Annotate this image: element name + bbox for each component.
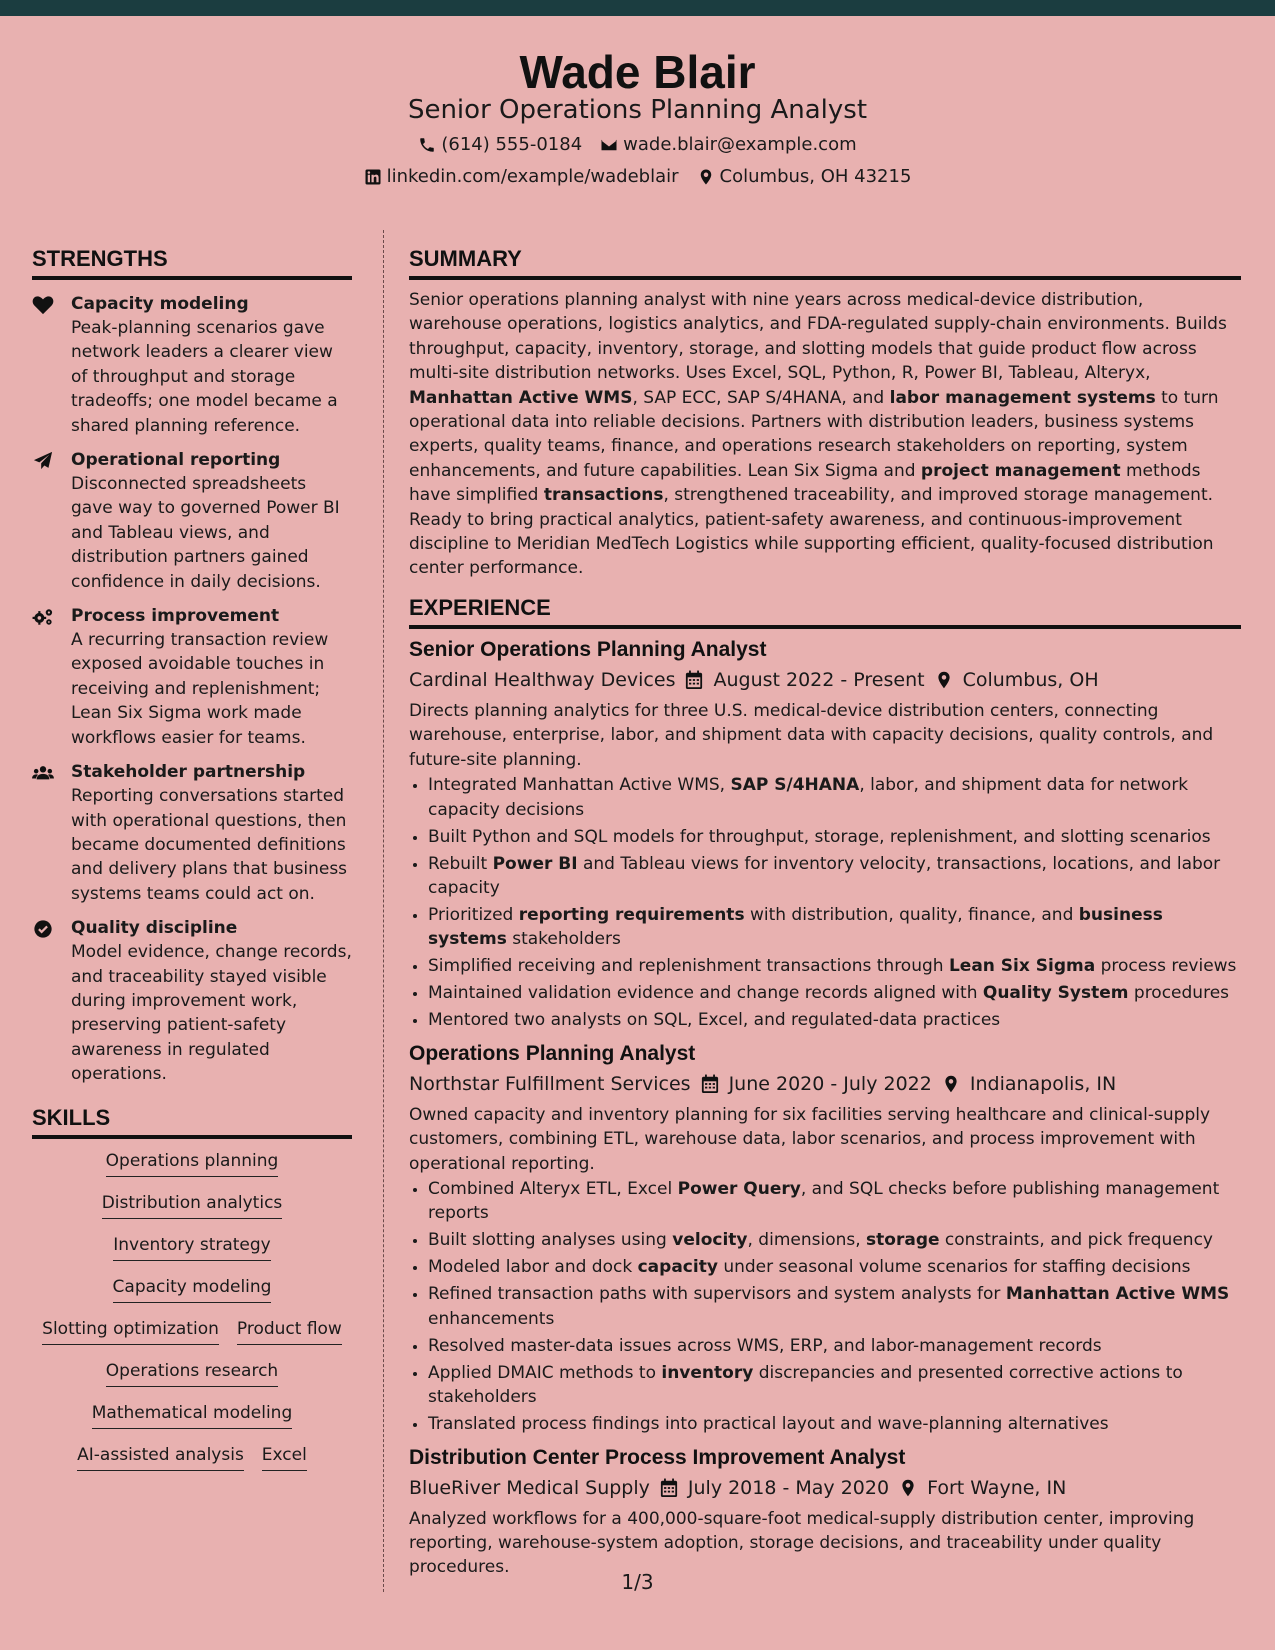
job-title: Senior Operations Planning Analyst — [409, 637, 767, 661]
skill-tag: Distribution analytics — [102, 1191, 283, 1219]
strength-item — [32, 292, 352, 438]
skill-tag: Inventory strategy — [113, 1233, 271, 1261]
users-icon — [32, 763, 54, 783]
bullet-item: • Prioritized reporting requirements with distribution, quality, finance, and business systems stakeholders — [428, 903, 1241, 952]
job-dates: July 2018 - May 2020 — [687, 1476, 890, 1499]
bullet-item: • Modeled labor and dock capacity under seasonal volume scenarios for staffing decisions — [428, 1255, 1241, 1279]
strength-title: Process improvement — [71, 606, 280, 627]
job-title: Operations Planning Analyst — [409, 1041, 696, 1065]
summary-bold: project management — [920, 460, 1121, 481]
job-company: Northstar Fulfillment Services — [409, 1072, 691, 1095]
paper-plane-icon — [32, 451, 54, 471]
page-number: 1/3 — [621, 1570, 654, 1594]
job-location: Indianapolis, IN — [969, 1072, 1117, 1095]
skill-tag: Mathematical modeling — [92, 1401, 292, 1429]
skill-tag: Capacity modeling — [113, 1275, 272, 1303]
gears-icon — [32, 607, 54, 627]
skills-heading: SKILLS — [32, 1103, 352, 1139]
summary-part: methods have simplified — [409, 460, 1201, 506]
summary-text — [409, 288, 1241, 581]
job-bullets — [409, 1177, 1241, 1437]
strength-item — [32, 916, 352, 1086]
job-bullets — [409, 773, 1241, 1033]
job-meta — [409, 665, 1241, 695]
phone-contact[interactable] — [418, 133, 582, 157]
job-description: Analyzed workflows for a 400,000-square-foot medical-supply distribution center, improving reporting, warehouse-system adoption, storage decisions, and traceability under quality procedures. — [409, 1508, 1195, 1578]
bullet-item: • Maintained validation evidence and change records aligned with Quality System procedures — [428, 981, 1241, 1005]
map-pin-icon — [935, 670, 953, 690]
map-pin-icon — [697, 168, 715, 186]
strength-item — [32, 448, 352, 594]
resume-header — [0, 16, 1275, 204]
calendar-icon — [660, 1478, 678, 1498]
strength-item — [32, 760, 352, 906]
strength-title: Stakeholder partnership — [71, 762, 306, 783]
job-location: Columbus, OH — [962, 668, 1099, 691]
job-location: Fort Wayne, IN — [927, 1476, 1067, 1499]
candidate-role: Senior Operations Planning Analyst — [407, 95, 868, 125]
strength-item — [32, 604, 352, 750]
right-column — [409, 244, 1241, 1580]
calendar-icon — [685, 670, 703, 690]
bullet-item: • Resolved master-data issues across WMS, ERP, and labor-management records — [428, 1334, 1241, 1358]
job-title: Distribution Center Process Improvement Analyst — [409, 1445, 906, 1469]
skill-tag: Product flow — [237, 1317, 342, 1345]
location-text: Columbus, OH 43215 — [719, 166, 912, 187]
linkedin-contact[interactable] — [364, 165, 679, 189]
phone-icon — [418, 136, 436, 154]
summary-part: , SAP ECC, SAP S/4HANA, and — [632, 387, 890, 408]
job-description: Owned capacity and inventory planning for six facilities serving healthcare and clinical-supply customers, combining ETL, warehouse data, labor scenarios, and process improvement with operational reporting. — [409, 1104, 1211, 1174]
job-description: Directs planning analytics for three U.S. medical-device distribution centers, connecting warehouse, enterprise, labor, and shipment data with capacity decisions, quality controls, and future-site planning. — [409, 700, 1214, 770]
strength-title: Operational reporting — [71, 450, 281, 471]
summary-part: Senior operations planning analyst with nine years across medical-device distribution, warehouse operations, logistics analytics, and FDA-regulated supply-chain environments. Builds throughput, capacity, inventory, storage, and slotting models that guide product flow across multi-site distribution networks. Uses Excel, SQL, Python, R, Power BI, Tableau, Alteryx, — [409, 290, 1227, 384]
summary-bold: Manhattan Active WMS — [409, 387, 633, 408]
summary-bold: transactions — [543, 485, 664, 506]
job-meta — [409, 1473, 1241, 1503]
bullet-item: • Integrated Manhattan Active WMS, SAP S/4HANA, labor, and shipment data for network capacity decisions — [428, 773, 1241, 822]
heart-icon — [32, 295, 54, 315]
job-company: BlueRiver Medical Supply — [409, 1476, 650, 1499]
email-text: wade.blair@example.com — [623, 134, 857, 155]
top-accent-bar — [0, 0, 1275, 16]
bullet-item: • Applied DMAIC methods to inventory discrepancies and presented corrective actions to stakeholders — [428, 1361, 1241, 1410]
strength-title: Capacity modeling — [71, 294, 249, 314]
skill-tag: Operations research — [106, 1359, 278, 1387]
phone-text: (614) 555-0184 — [441, 134, 583, 155]
job-meta — [409, 1069, 1241, 1099]
strengths-list — [32, 292, 352, 1087]
bullet-item: • Rebuilt Power BI and Tableau views for inventory velocity, transactions, locations, and labor capacity — [428, 852, 1241, 901]
location-contact — [697, 165, 912, 189]
strengths-heading: STRENGTHS — [32, 244, 352, 280]
summary-part: to turn operational data into reliable decisions. Partners with distribution leaders, business systems experts, quality teams, finance, and operations research stakeholders on reporting, system enhancements, and future capabilities. Lean Six Sigma and — [409, 387, 1219, 481]
skill-tag: Excel — [262, 1443, 307, 1471]
calendar-icon — [701, 1074, 719, 1094]
bullet-item: • Simplified receiving and replenishment transactions through Lean Six Sigma process reviews — [428, 954, 1241, 978]
map-pin-icon — [899, 1478, 917, 1498]
left-column — [32, 244, 352, 1471]
job-entry — [409, 1039, 1241, 1437]
job-entry — [409, 635, 1241, 1033]
bullet-item: • Built slotting analyses using velocity, dimensions, storage constraints, and pick frequency — [428, 1228, 1241, 1252]
strength-desc: A recurring transaction review exposed avoidable touches in receiving and replenishment; Lean Six Sigma work made workflows easier for teams. — [71, 630, 329, 748]
check-circle-icon — [32, 919, 54, 939]
strength-desc: Disconnected spreadsheets gave way to governed Power BI and Tableau views, and distribution partners gained confidence in daily decisions. — [71, 474, 340, 592]
summary-bold: labor management systems — [889, 387, 1156, 408]
bullet-item: • Translated process findings into practical layout and wave-planning alternatives — [428, 1412, 1241, 1436]
strength-desc: Peak-planning scenarios gave network leaders a clearer view of throughput and storage tradeoffs; one model became a shared planning reference. — [71, 318, 338, 436]
summary-part: , strengthened traceability, and improved storage management. Ready to bring practical analytics, patient-safety awareness, and continuous-improvement discipline to Meridian MedTech Logistics while supporting efficient, quality-focused distribution center performance. — [409, 485, 1214, 579]
summary-heading: SUMMARY — [409, 244, 1241, 280]
bullet-item: • Combined Alteryx ETL, Excel Power Query, and SQL checks before publishing management reports — [428, 1177, 1241, 1226]
job-company: Cardinal Healthway Devices — [409, 668, 676, 691]
experience-heading: EXPERIENCE — [409, 593, 1241, 629]
strength-title: Quality discipline — [71, 918, 238, 939]
envelope-icon — [600, 136, 618, 154]
linkedin-text: linkedin.com/example/wadeblair — [386, 166, 679, 187]
job-dates: June 2020 - July 2022 — [728, 1072, 932, 1095]
skill-tag: AI-assisted analysis — [77, 1443, 244, 1471]
column-divider — [383, 230, 384, 1592]
bullet-item: • Mentored two analysts on SQL, Excel, and regulated-data practices — [428, 1008, 1241, 1032]
strength-desc: Model evidence, change records, and traceability stayed visible during improvement work, preserving patient-safety awareness in regulated operations. — [71, 942, 352, 1085]
email-contact[interactable] — [600, 133, 856, 157]
contact-line-1 — [0, 133, 1275, 157]
skills-list — [32, 1149, 352, 1471]
bullet-item: • Built Python and SQL models for throughput, storage, replenishment, and slotting scenarios — [428, 825, 1241, 849]
map-pin-icon — [942, 1074, 960, 1094]
bullet-item: • Refined transaction paths with supervisors and system analysts for Manhattan Active WMS enhancements — [428, 1282, 1241, 1331]
job-dates: August 2022 - Present — [713, 668, 925, 691]
skill-tag: Slotting optimization — [42, 1317, 219, 1345]
strength-desc: Reporting conversations started with operational questions, then became documented definitions and delivery plans that business systems teams could act on. — [71, 786, 348, 904]
skill-tag: Operations planning — [106, 1149, 279, 1177]
linkedin-icon — [364, 168, 382, 186]
candidate-name: Wade Blair — [519, 46, 756, 98]
contact-line-2 — [0, 165, 1275, 189]
job-entry — [409, 1443, 1241, 1580]
